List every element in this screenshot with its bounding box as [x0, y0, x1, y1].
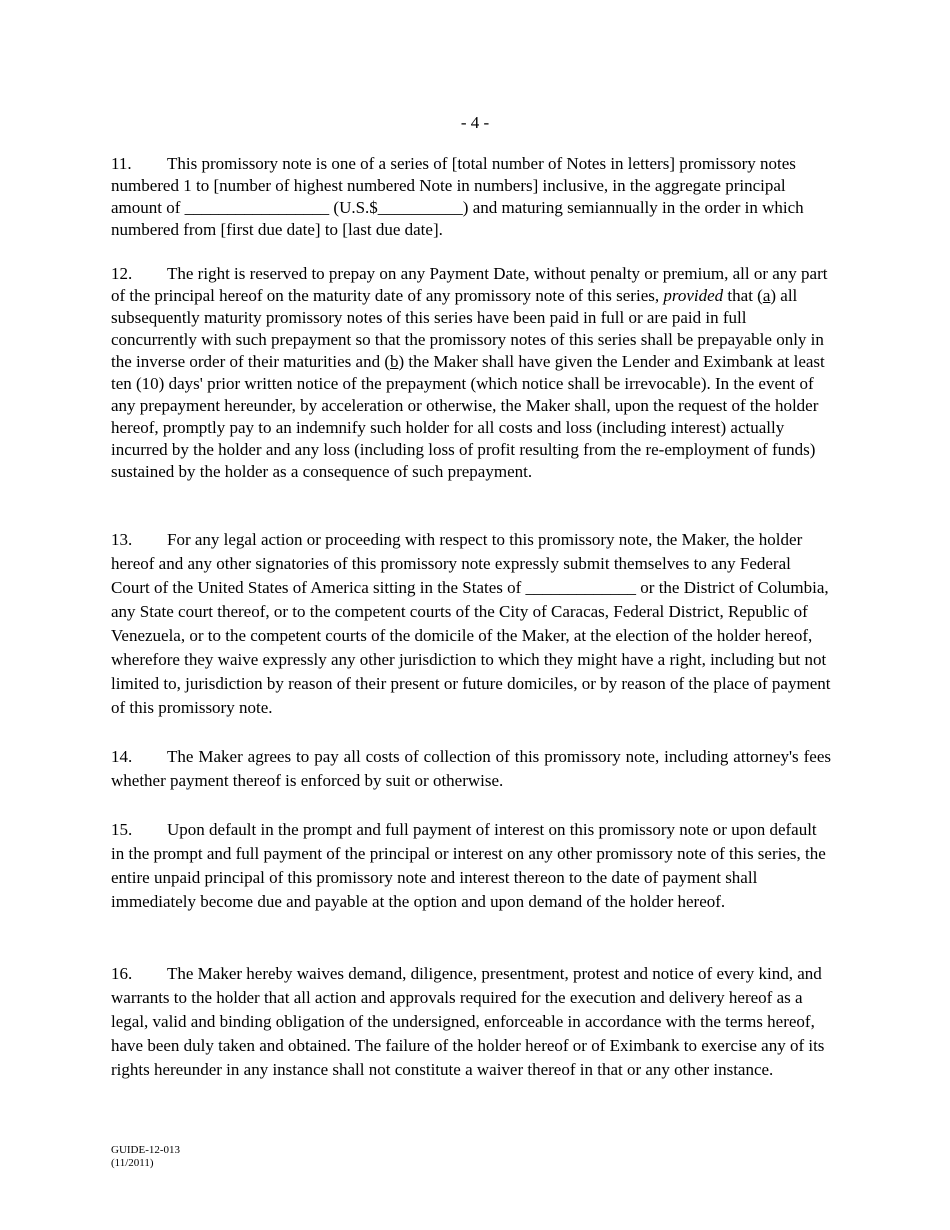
provided-term: provided: [663, 286, 724, 305]
paragraph-text: The Maker agrees to pay all costs of collection of this promissory note, including attorney's fees whether payment thereof is enforced by suit or otherwise.: [111, 747, 831, 790]
paragraph-number: 13.: [111, 530, 133, 549]
paragraph-15: [111, 818, 831, 914]
paragraph-number: 12.: [111, 264, 133, 283]
paragraph-text: The right is reserved to prepay on any Payment Date, without penalty or premium, all or any part of the principal hereof on the maturity date of any promissory note of this series,: [111, 264, 828, 305]
paragraph-16: [111, 962, 831, 1082]
form-revision: (11/2011): [111, 1157, 154, 1169]
page-number: - 4 -: [460, 113, 490, 132]
paragraph-text: ) the Maker shall have given the Lender and Eximbank at least ten (10) days' prior written notice of the prepayment (which notice shall be irrevocable). In the event of any prepayment hereunder, by acceleration or otherwise, the Maker shall, upon the request of the holder hereof, promptly pay to an indemnify such holder for all costs and loss (including interest) actually incurred by the holder and any loss (including loss of profit resulting from the re-employment of funds) sustained by the holder as a consequence of such prepayment.: [111, 352, 825, 481]
paragraph-11: [111, 153, 831, 241]
paragraph-text: that (: [727, 286, 763, 305]
paragraph-number: 14.: [111, 747, 133, 766]
clause-letter-a: a: [762, 286, 771, 305]
paragraph-text: For any legal action or proceeding with respect to this promissory note, the Maker, the holder hereof and any other signatories of this promissory note expressly submit themselves to any Federal Court of the United States of America sitting in the States of _____________ or the District of Columbia, any State court thereof, or to the competent courts of the City of Caracas, Federal District, Republic of Venezuela, or to the competent courts of the domicile of the Maker, at the election of the holder hereof, wherefore they waive expressly any other jurisdiction to which they might have a right, including but not limited to, jurisdiction by reason of their present or future domiciles, or by reason of the place of payment of this promissory note.: [111, 530, 831, 717]
paragraph-12: [111, 263, 831, 483]
paragraph-13: [111, 528, 831, 720]
form-footer: [111, 1144, 180, 1170]
paragraph-14: [111, 745, 831, 793]
paragraph-number: 11.: [111, 154, 132, 173]
clause-letter-b: b: [389, 352, 399, 371]
paragraph-text: ) all subsequently maturity promissory notes of this series have been paid in full or are paid in full concurrently with such prepayment so that the promissory notes of this series shall be prepayable only in the inverse order of their maturities and (: [111, 286, 824, 371]
form-id: GUIDE-12-013: [111, 1144, 181, 1156]
paragraph-text: This promissory note is one of a series of [total number of Notes in letters] promissory notes numbered 1 to [number of highest numbered Note in numbers] inclusive, in the aggregate principal amount of _________________ (U.S.$__________) and maturing semiannually in the order in which numbered from [first due date] to [last due date].: [111, 154, 804, 239]
paragraph-text: Upon default in the prompt and full payment of interest on this promissory note or upon default in the prompt and full payment of the principal or interest on any other promissory note of this series, the entire unpaid principal of this promissory note and interest thereon to the date of payment shall immediately become due and payable at the option and upon demand of the holder hereof.: [111, 820, 826, 911]
paragraph-text: The Maker hereby waives demand, diligence, presentment, protest and notice of every kind, and warrants to the holder that all action and approvals required for the execution and delivery hereof as a legal, valid and binding obligation of the undersigned, enforceable in accordance with the terms hereof, have been duly taken and obtained. The failure of the holder hereof or of Eximbank to exercise any of its rights hereunder in any instance shall not constitute a waiver thereof in that or any other instance.: [111, 964, 825, 1079]
paragraph-number: 15.: [111, 820, 133, 839]
paragraph-number: 16.: [111, 964, 133, 983]
